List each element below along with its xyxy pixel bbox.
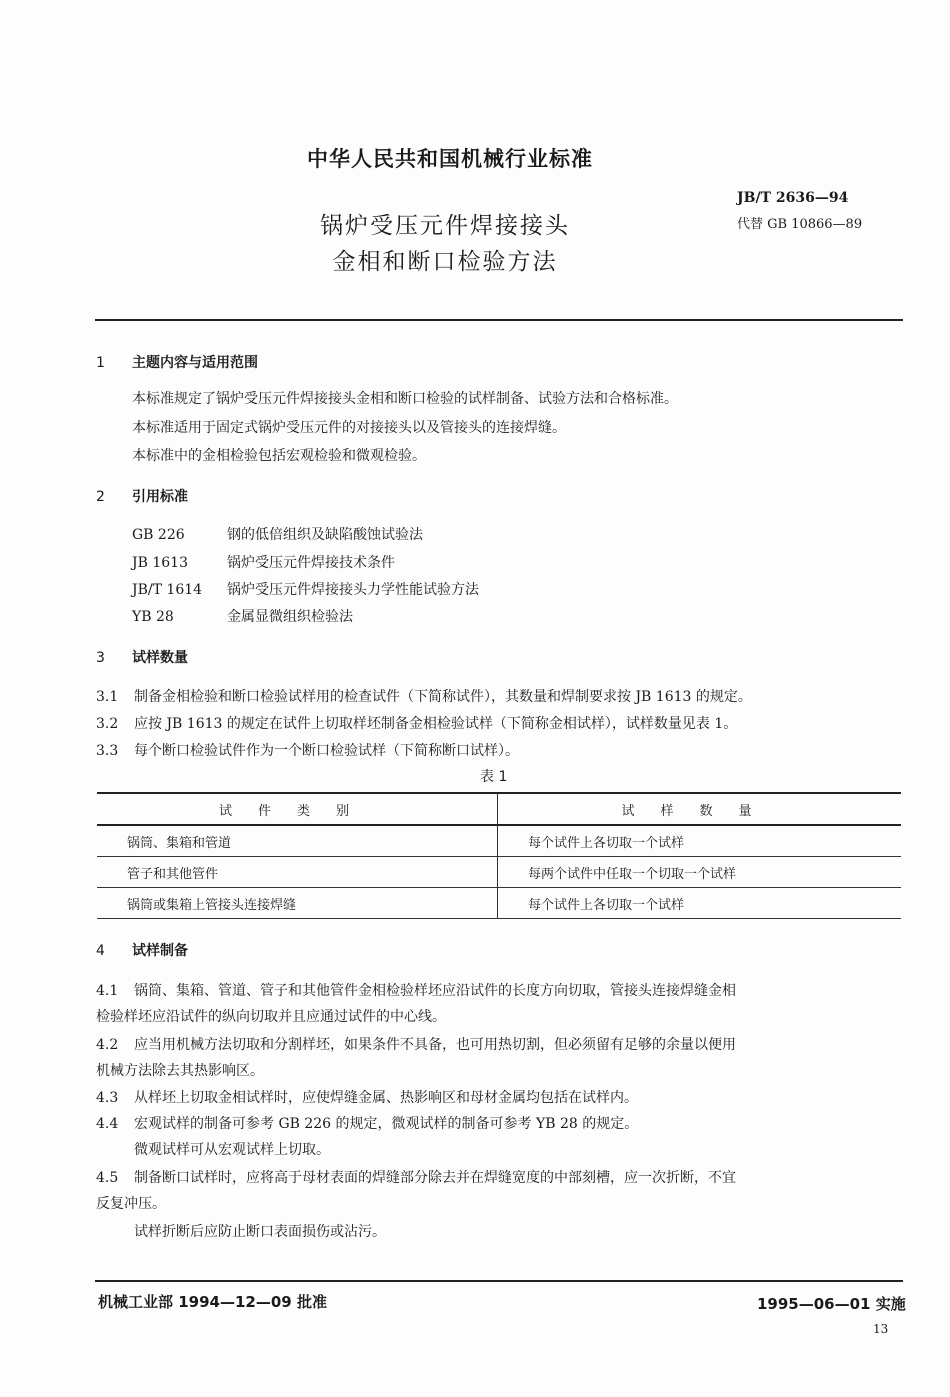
table-cell: 每个试件上各切取一个试样: [498, 825, 902, 857]
table-caption: 表 1: [480, 769, 508, 785]
clause-3-3: 3.3 每个断口检验试件作为一个断口检验试样（下简称断口试样）。: [96, 743, 519, 759]
table-cell: 锅筒或集箱上管接头连接焊缝: [97, 888, 498, 919]
table-header: 试件类别: [97, 793, 498, 825]
specimen-count-table: [97, 792, 901, 919]
clause-4-1: 4.1 锅筒、集箱、管道、管子和其他管件金相检验样坯应沿试件的长度方向切取，管接头连接焊缝金相: [96, 983, 736, 999]
reference-item: GB 226 钢的低倍组织及缺陷酸蚀试验法: [132, 527, 423, 543]
document-title-line2: 金相和断口检验方法: [332, 249, 558, 275]
section-1-para: 本标准中的金相检验包括宏观检验和微观检验。: [132, 448, 426, 464]
standard-class-title: 中华人民共和国机械行业标准: [307, 147, 593, 171]
header-divider: [95, 319, 903, 321]
clause-4-5-note: 试样折断后应防止断口表面损伤或沾污。: [134, 1224, 386, 1240]
clause-4-5-cont: 反复冲压。: [96, 1196, 166, 1212]
clause-4-2-cont: 机械方法除去其热影响区。: [96, 1063, 264, 1079]
approval-line: 机械工业部 1994—12—09 批准: [98, 1293, 327, 1311]
document-title-line1: 锅炉受压元件焊接接头: [320, 213, 570, 239]
reference-item: JB/T 1614 锅炉受压元件焊接接头力学性能试验方法: [132, 582, 479, 598]
clause-4-2: 4.2 应当用机械方法切取和分割样坯，如果条件不具备，也可用热切割，但必须留有足够的余量以便用: [96, 1037, 736, 1053]
table-cell: 管子和其他管件: [97, 857, 498, 888]
section-1-para: 本标准适用于固定式锅炉受压元件的对接接头以及管接头的连接焊缝。: [132, 420, 566, 436]
section-4-heading: 4 试样制备: [96, 943, 188, 959]
section-1-para: 本标准规定了锅炉受压元件焊接接头金相和断口检验的试样制备、试验方法和合格标准。: [132, 391, 678, 407]
table-row: [97, 825, 901, 857]
clause-4-3: 4.3 从样坯上切取金相试样时，应使焊缝金属、热影响区和母材金属均包括在试样内。: [96, 1090, 638, 1106]
section-1-heading: 1 主题内容与适用范围: [96, 355, 258, 371]
page-number: 13: [873, 1322, 889, 1336]
clause-3-1: 3.1 制备金相检验和断口检验试样用的检查试件（下简称试件），其数量和焊制要求按 JB 1613 的规定。: [96, 689, 752, 705]
clause-4-1-cont: 检验样坯应沿试件的纵向切取并且应通过试件的中心线。: [96, 1009, 446, 1025]
clause-4-4-cont: 微观试样可从宏观试样上切取。: [134, 1142, 330, 1158]
reference-item: JB 1613 锅炉受压元件焊接技术条件: [132, 555, 395, 571]
clause-3-2: 3.2 应按 JB 1613 的规定在试件上切取样坯制备金相检验试样（下简称金相试样），试样数量见表 1。: [96, 716, 738, 732]
table-cell: 锅筒、集箱和管道: [97, 825, 498, 857]
section-2-heading: 2 引用标准: [96, 489, 188, 505]
table-cell: 每两个试件中任取一个切取一个试样: [498, 857, 902, 888]
table-row: [97, 857, 901, 888]
effective-date: 1995—06—01 实施: [757, 1295, 906, 1313]
clause-4-5: 4.5 制备断口试样时，应将高于母材表面的焊缝部分除去并在焊缝宽度的中部刻槽，应一次折断，不宜: [96, 1170, 736, 1186]
clause-4-4: 4.4 宏观试样的制备可参考 GB 226 的规定，微观试样的制备可参考 YB 28 的规定。: [96, 1116, 639, 1132]
section-3-heading: 3 试样数量: [96, 650, 188, 666]
standard-code: JB/T 2636—94: [737, 190, 849, 206]
reference-item: YB 28 金属显微组织检验法: [132, 609, 353, 625]
table-cell: 每个试件上各切取一个试样: [498, 888, 902, 919]
table-header: 试样数量: [498, 793, 902, 825]
replaces-note: 代替 GB 10866—89: [737, 217, 863, 232]
table-row: [97, 888, 901, 919]
footer-divider: [95, 1280, 903, 1282]
